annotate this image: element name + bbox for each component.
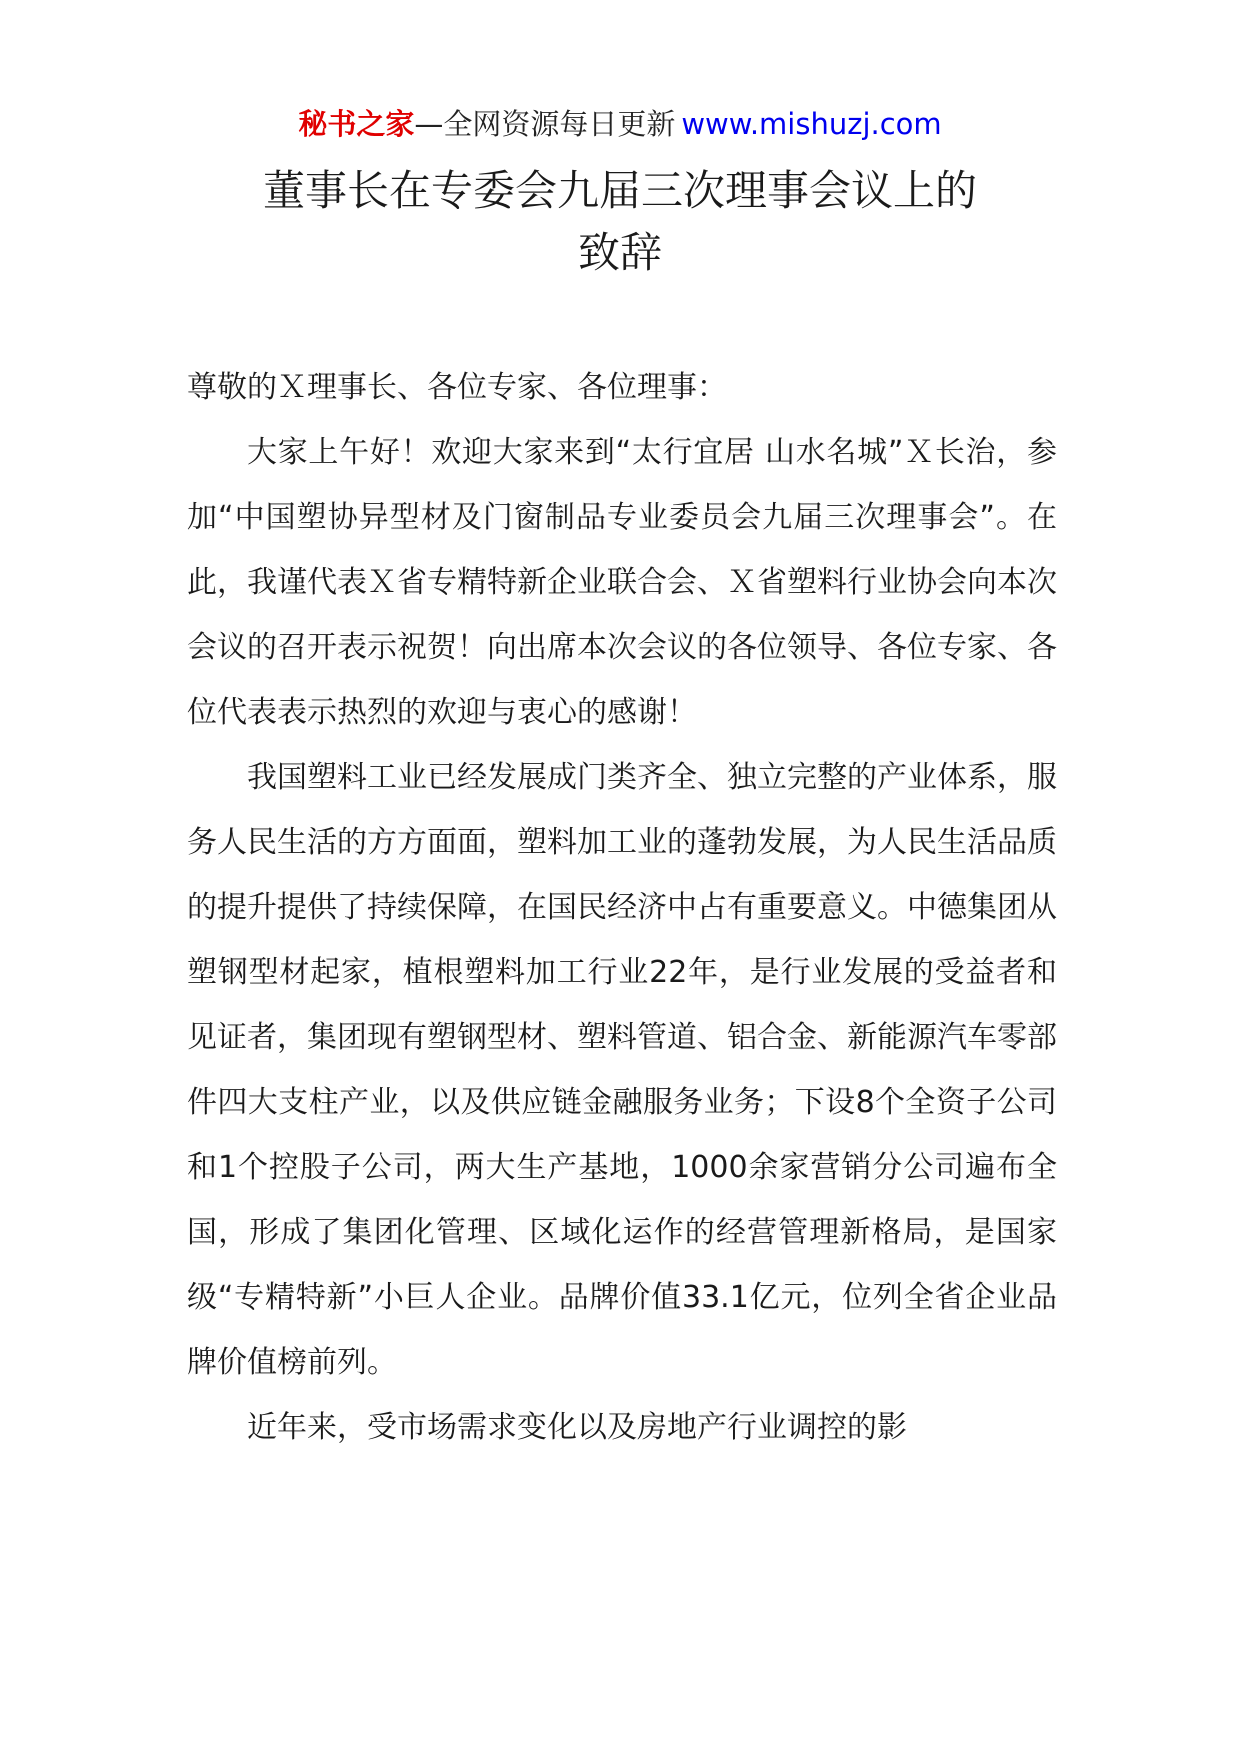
paragraph-industry: 我国塑料工业已经发展成门类齐全、独立完整的产业体系，服务人民生活的方方面面，塑料加工业的蓬勃发展，为人民生活品质的提升提供了持续保障，在国民经济中占有重要意义。中德集团从塑钢型材起家，植根塑料加工行业22年，是行业发展的受益者和见证者，集团现有塑钢型材、塑料管道、铝合金、新能源汽车零部件四大支柱产业，以及供应链金融服务业务；下设8个全资子公司和1个控股子公司，两大生产基地，1000余家营销分公司遍布全国，形成了集团化管理、区域化运作的经营管理新格局，是国家级“专精特新”小巨人企业。品牌价值33.1亿元，位列全省企业品牌价值榜前列。 [187, 760, 1057, 1380]
paragraph-welcome: 大家上午好！欢迎大家来到“太行宜居 山水名城”Ｘ长治，参加“中国塑协异型材及门窗制品专业委员会九届三次理事会”。在此，我谨代表Ｘ省专精特新企业联合会、Ｘ省塑料行业协会向本次会议的召开表示祝贺！向出席本次会议的各位领导、各位专家、各位代表表示热烈的欢迎与衷心的感谢！ [187, 435, 1057, 730]
document-body [187, 355, 1057, 1460]
title-line-2: 致辞 [577, 228, 662, 277]
site-header [0, 104, 1240, 144]
title-line-1: 董事长在专委会九届三次理事会议上的 [262, 166, 977, 215]
document-title [150, 160, 1090, 284]
website-link[interactable]: www.mishuzj.com [681, 107, 942, 141]
header-tagline: —全网资源每日更新 [414, 107, 676, 141]
salutation: 尊敬的Ｘ理事长、各位专家、各位理事： [187, 370, 727, 405]
paragraph-recent: 近年来，受市场需求变化以及房地产行业调控的影 [247, 1410, 907, 1445]
brand-name: 秘书之家 [298, 107, 415, 141]
